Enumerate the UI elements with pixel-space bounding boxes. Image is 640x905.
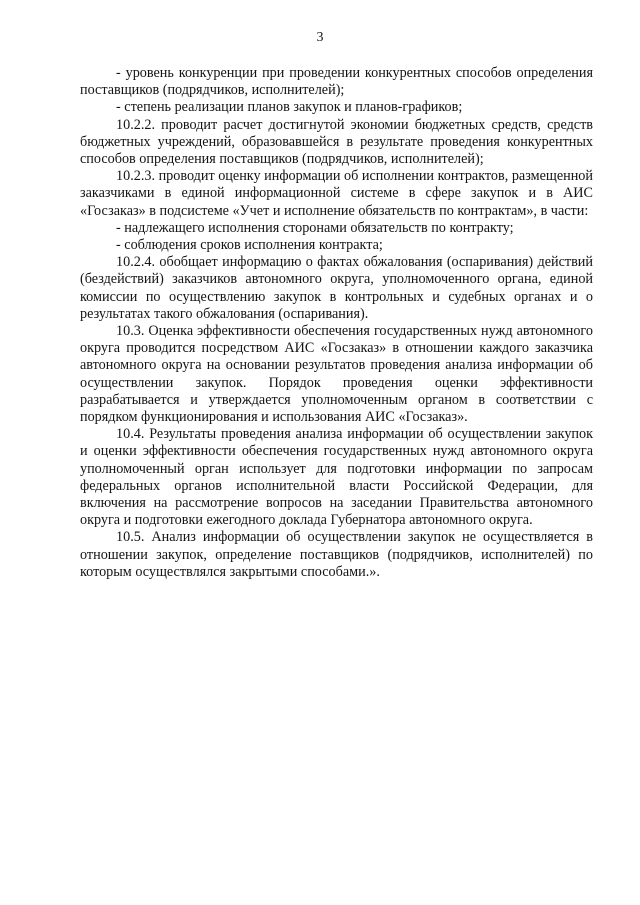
- document-body: [80, 65, 593, 581]
- clause-10-4: 10.4. Результаты проведения анализа информации об осуществлении закупок и оценки эффективности обеспечения государственных нужд автономного округа уполномоченный орган использует для подготовки информации по запросам федеральных органов исполнительной власти Российской Федерации, для включения на рассмотрение вопросов на заседании Правительства автономного округа и подготовки ежегодного доклада Губернатора автономного округа.: [80, 426, 593, 529]
- clause-10-5: 10.5. Анализ информации об осуществлении закупок не осуществляется в отношении закупок, определение поставщиков (подрядчиков, исполнителей) по которым осуществлялся закрытыми способами.».: [80, 529, 593, 580]
- list-item-deadline-compliance: - соблюдения сроков исполнения контракта;: [116, 237, 383, 254]
- page-number: 3: [316, 30, 324, 45]
- clause-10-3: 10.3. Оценка эффективности обеспечения государственных нужд автономного округа проводится посредством АИС «Госзаказ» в отношении каждого заказчика автономного округа на основании результатов проведения анализа информации об осуществлении закупок. Порядок проведения оценки эффективности разрабатывается и утверждается уполномоченным органом в соответствии с порядком функционирования и использования АИС «Госзаказ».: [80, 323, 593, 426]
- list-item-plan-implementation: - степень реализации планов закупок и планов-графиков;: [116, 99, 463, 116]
- clause-10-2-3: 10.2.3. проводит оценку информации об исполнении контрактов, размещенной заказчиками в единой информационной системе в сфере закупок и в АИС «Госзаказ» в подсистеме «Учет и исполнение обязательств по контрактам», в части:: [80, 168, 593, 219]
- list-item-competition-level: - уровень конкуренции при проведении конкурентных способов определения поставщиков (подрядчиков, исполнителей);: [80, 65, 593, 99]
- clause-10-2-4: 10.2.4. обобщает информацию о фактах обжалования (оспаривания) действий (бездействий) заказчиков автономного округа, уполномоченного органа, единой комиссии по осуществлению закупок в контрольных и судебных органах и о результатах такого обжалования (оспаривания).: [80, 254, 593, 322]
- clause-10-2-2: 10.2.2. проводит расчет достигнутой экономии бюджетных средств, средств бюджетных учреждений, образовавшейся в результате проведения конкурентных способов определения поставщиков (подрядчиков, исполнителей);: [80, 116, 593, 168]
- list-item-proper-execution: - надлежащего исполнения сторонами обязательств по контракту;: [116, 219, 514, 236]
